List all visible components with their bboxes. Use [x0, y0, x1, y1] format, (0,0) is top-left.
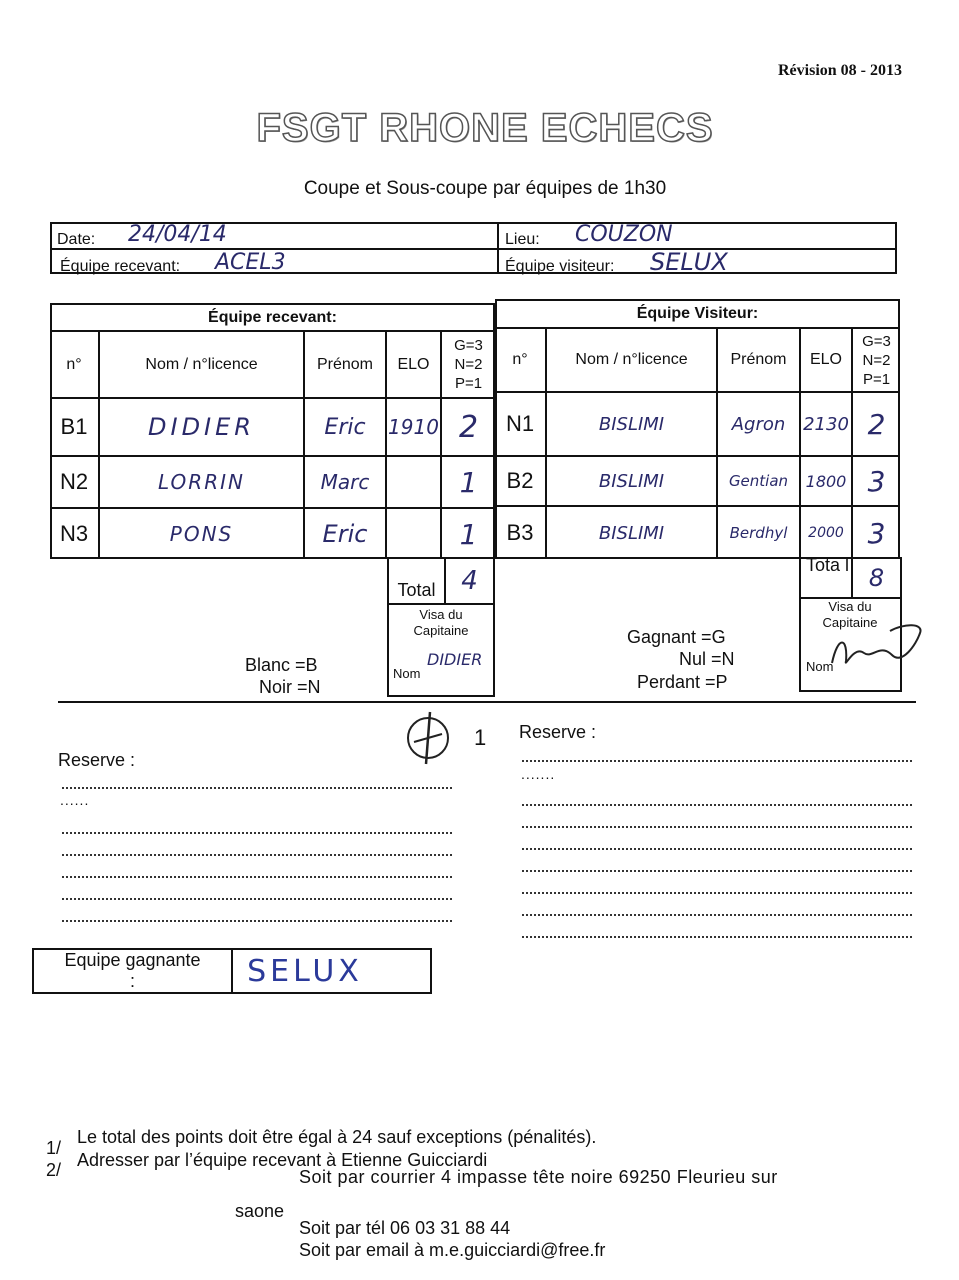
home-total-label: Total — [397, 580, 436, 600]
home-row-1-score: 2 — [458, 409, 479, 445]
winner-label: Equipe gagnante : — [64, 950, 201, 991]
reserve-left-dots: ...... — [60, 792, 90, 808]
away-row-1-nom: BISLIMI — [598, 413, 665, 435]
reserve-left-line-2 — [62, 820, 452, 834]
away-row-3-nom: BISLIMI — [598, 522, 665, 544]
reserve-right-dots: ....... — [521, 766, 556, 782]
legend-noir: Noir =N — [259, 677, 321, 697]
legend-gagnant: Gagnant =G — [627, 627, 726, 647]
home-col-n: n° — [66, 355, 82, 373]
section-divider — [58, 701, 916, 703]
away-total-label: Tota l — [806, 555, 850, 575]
reserve-left-line-5 — [62, 886, 452, 900]
away-row-1-prenom: Agron — [731, 413, 786, 435]
note-email: Soit par email à m.e.guicciardi@free.fr — [299, 1240, 606, 1260]
reserve-right-label: Reserve : — [519, 722, 597, 742]
reserve-right-line-6 — [522, 880, 912, 894]
away-col-elo: ELO — [809, 351, 842, 368]
away-row-1-n: N1 — [505, 411, 535, 436]
revision-label: Révision 08 - 2013 — [778, 62, 902, 79]
reserve-left-line-6 — [62, 908, 452, 922]
note-saone: saone — [235, 1201, 285, 1221]
page-subtitle: Coupe et Sous-coupe par équipes de 1h30 — [303, 178, 667, 199]
reserve-right-line-8 — [522, 924, 912, 938]
away-row-3-n: B3 — [506, 520, 534, 545]
recevant-value: ACEL3 — [215, 250, 286, 275]
home-row-3-nom: PONS — [169, 522, 234, 546]
note-2-text: Adresser par l’équipe recevant à Etienne Guicciardi — [77, 1150, 488, 1170]
home-row-3-elo — [387, 509, 440, 559]
reserve-right-line-3 — [522, 814, 912, 828]
reserve-right-line-5 — [522, 858, 912, 872]
note-1-number: 1/ — [46, 1138, 62, 1158]
reserve-left-line-1 — [62, 775, 452, 789]
home-row-2-elo — [387, 457, 440, 507]
note-1-text: Le total des points doit être égal à 24 sauf exceptions (pénalités). — [77, 1127, 597, 1147]
date-label: Date: — [57, 231, 96, 248]
away-row-1-score: 2 — [867, 407, 886, 441]
home-row-1-elo: 1910 — [388, 415, 439, 439]
recevant-label: Équipe recevant: — [60, 258, 181, 275]
home-row-2-n: N2 — [59, 469, 89, 494]
reserve-left-label: Reserve : — [58, 750, 136, 770]
reserve-left-line-3 — [62, 842, 452, 856]
home-col-score: G=3 N=2 P=1 — [454, 337, 483, 392]
lieu-label: Lieu: — [505, 231, 540, 248]
reserve-left-line-4 — [62, 864, 452, 878]
away-col-score: G=3 N=2 P=1 — [862, 332, 891, 388]
home-col-elo: ELO — [397, 355, 430, 373]
legend-nul: Nul =N — [679, 649, 735, 669]
away-row-2-prenom: Gentian — [728, 472, 789, 490]
date-value: 24/04/14 — [128, 222, 227, 247]
home-total-value: 4 — [461, 566, 478, 596]
away-row-3-prenom: Berdhyl — [729, 524, 788, 542]
note-courrier: Soit par courrier 4 impasse tête noire 69250 Fleurieu sur — [299, 1167, 778, 1187]
reserve-right-line-7 — [522, 902, 912, 916]
visiteur-value: SELUX — [650, 248, 728, 276]
home-nom-label: Nom — [393, 666, 421, 681]
reserve-mark-symbol — [400, 702, 470, 772]
away-col-n: n° — [512, 351, 528, 368]
winner-value: SELUX — [247, 953, 363, 989]
away-row-2-score: 3 — [867, 464, 886, 498]
home-col-prenom: Prénom — [316, 355, 374, 373]
away-total-value: 8 — [868, 564, 885, 592]
home-row-1-n: B1 — [60, 414, 88, 439]
reserve-mark-number: 1 — [474, 725, 487, 750]
away-row-3-score: 3 — [867, 516, 886, 550]
reserve-right-line-4 — [522, 836, 912, 850]
home-header: Équipe recevant: — [208, 308, 337, 326]
away-row-2-nom: BISLIMI — [598, 470, 665, 492]
visiteur-label: Équipe visiteur: — [505, 258, 615, 275]
home-row-3-prenom: Eric — [322, 520, 368, 548]
home-row-3-score: 1 — [459, 517, 478, 551]
note-tel: Soit par tél 06 03 31 88 44 — [299, 1218, 511, 1238]
legend-perdant: Perdant =P — [637, 672, 728, 692]
reserve-right-line-2 — [522, 792, 912, 806]
home-row-3-n: N3 — [59, 521, 89, 546]
away-row-2-elo: 1800 — [805, 471, 847, 491]
away-captain-signature — [820, 615, 930, 675]
home-visa-label: Visa du Capitaine — [413, 607, 469, 638]
away-row-1-elo: 2130 — [803, 413, 849, 435]
page-title: FSGT RHONE ECHECS — [256, 106, 714, 150]
away-nom-label: Nom — [806, 659, 834, 674]
away-col-prenom: Prénom — [730, 351, 787, 368]
away-visa-label: Visa du Capitaine — [822, 599, 878, 630]
home-col-nom: Nom / n°licence — [145, 355, 258, 373]
away-row-3-elo: 2000 — [808, 525, 844, 541]
home-row-2-score: 1 — [459, 465, 478, 499]
away-row-2-n: B2 — [506, 468, 534, 493]
away-header: Équipe Visiteur: — [636, 305, 759, 322]
reserve-right-line-1 — [522, 748, 912, 762]
legend-blanc: Blanc =B — [245, 655, 318, 675]
home-nom-value: DIDIER — [427, 650, 483, 669]
home-row-1-prenom: Eric — [324, 414, 366, 440]
home-row-2-prenom: Marc — [320, 470, 370, 494]
home-row-2-nom: LORRIN — [158, 470, 245, 494]
lieu-value: COUZON — [575, 222, 673, 247]
away-col-nom: Nom / n°licence — [575, 351, 688, 368]
home-row-1-nom: DIDIER — [148, 413, 255, 441]
note-2-number: 2/ — [46, 1160, 62, 1180]
